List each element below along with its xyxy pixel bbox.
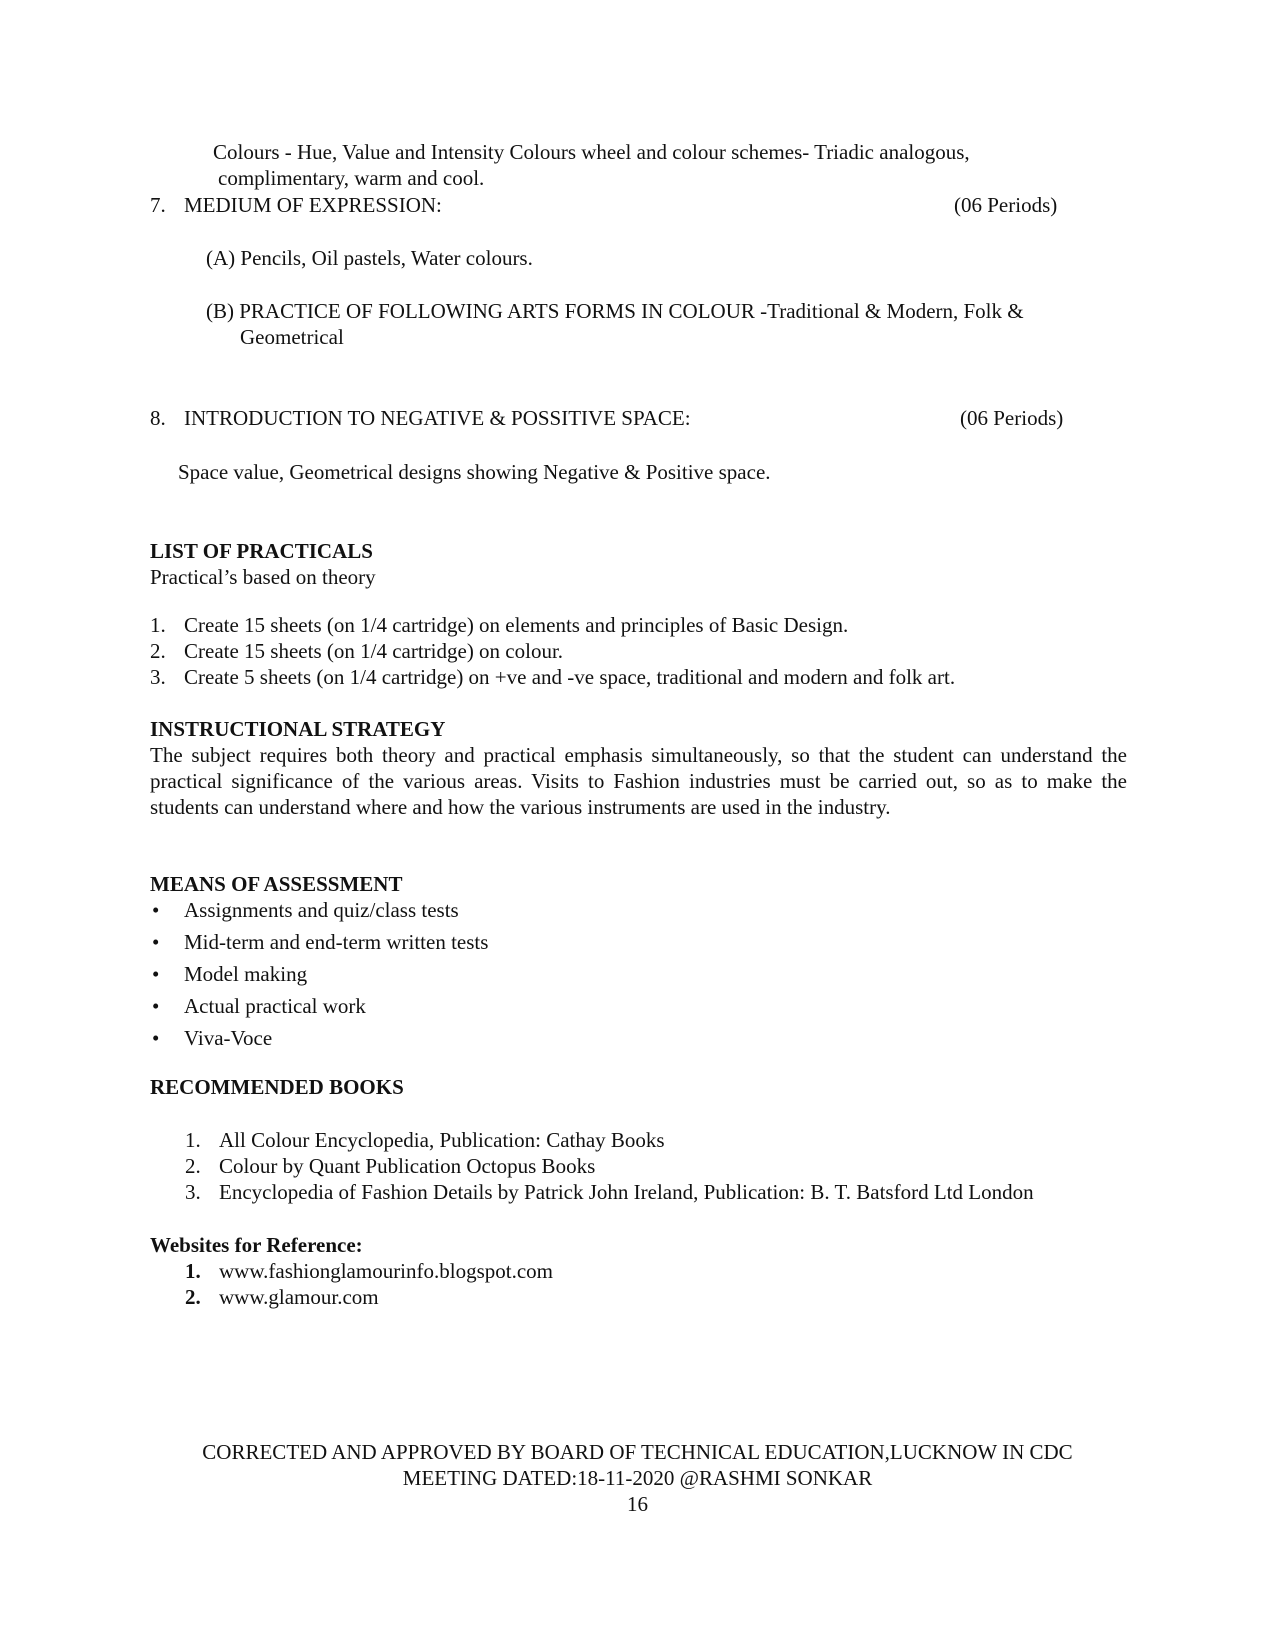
section7-heading (150, 192, 442, 218)
section7-item-b-label: (B) (206, 299, 234, 323)
assessment-item-text: Model making (184, 962, 308, 986)
books-item-text: Colour by Quant Publication Octopus Books (219, 1154, 596, 1178)
section7-item-b-line1: PRACTICE OF FOLLOWING ARTS FORMS IN COLOUR -Traditional & Modern, Folk & (239, 299, 1024, 323)
strategy-heading: INSTRUCTIONAL STRATEGY (150, 717, 446, 741)
books-item-text: All Colour Encyclopedia, Publication: Cathay Books (219, 1128, 665, 1152)
websites-item-link: www.glamour.com (219, 1285, 379, 1309)
practicals-item-3 (150, 664, 955, 690)
section7-item-a (206, 245, 533, 271)
section7-item-b-line2: Geometrical (240, 325, 344, 349)
bullet-icon: • (152, 930, 160, 954)
books-item-number: 1. (185, 1128, 201, 1152)
section8-heading (150, 405, 691, 431)
page-number: 16 (627, 1492, 648, 1516)
practicals-item-1 (150, 612, 848, 638)
assessment-heading: MEANS OF ASSESSMENT (150, 872, 403, 896)
practicals-item-text: Create 5 sheets (on 1/4 cartridge) on +ve and -ve space, traditional and modern and folk art. (184, 665, 956, 689)
practicals-heading: LIST OF PRACTICALS (150, 539, 373, 563)
websites-heading: Websites for Reference: (150, 1233, 363, 1257)
section7-title: MEDIUM OF EXPRESSION: (184, 193, 442, 217)
websites-item-1 (185, 1258, 553, 1284)
bullet-icon: • (152, 898, 160, 922)
practicals-item-number: 3. (150, 665, 166, 689)
books-item-2 (185, 1153, 595, 1179)
section8-description: Space value, Geometrical designs showing Negative & Positive space. (178, 460, 771, 484)
books-item-text: Encyclopedia of Fashion Details by Patrick John Ireland, Publication: B. T. Batsford Ltd London (219, 1180, 1034, 1204)
websites-item-number: 2. (185, 1285, 201, 1309)
section7-item-a-label: (A) (206, 246, 236, 270)
assessment-item-text: Mid-term and end-term written tests (184, 930, 489, 954)
footer-approval-line2: MEETING DATED:18-11-2020 @RASHMI SONKAR (402, 1466, 873, 1490)
bullet-icon: • (152, 994, 160, 1018)
assessment-item-text: Assignments and quiz/class tests (184, 898, 459, 922)
section8-number: 8. (150, 406, 166, 430)
section7-periods: (06 Periods) (954, 193, 1058, 217)
websites-item-link: www.fashionglamourinfo.blogspot.com (219, 1259, 554, 1283)
footer-approval-line1: CORRECTED AND APPROVED BY BOARD OF TECHNICAL EDUCATION,LUCKNOW IN CDC (202, 1440, 1073, 1464)
practicals-item-text: Create 15 sheets (on 1/4 cartridge) on colour. (184, 639, 564, 663)
books-item-1 (185, 1127, 665, 1153)
assessment-item-text: Viva-Voce (184, 1026, 273, 1050)
strategy-body: The subject requires both theory and practical emphasis simultaneously, so that the student can understand the practical significance of the various areas. Visits to Fashion industries must be carried out, so as to make the students can understand where and how the various instruments are used in the industry. (150, 743, 1127, 819)
colours-text-line1: Colours - Hue, Value and Intensity Colours wheel and colour schemes- Triadic analogous, (213, 140, 970, 164)
practicals-item-text: Create 15 sheets (on 1/4 cartridge) on elements and principles of Basic Design. (184, 613, 849, 637)
practicals-item-2 (150, 638, 563, 664)
colours-text-line2: complimentary, warm and cool. (218, 166, 485, 190)
section7-item-a-text: Pencils, Oil pastels, Water colours. (240, 246, 533, 270)
books-heading: RECOMMENDED BOOKS (150, 1075, 404, 1099)
assessment-item-text: Actual practical work (184, 994, 366, 1018)
practicals-item-number: 2. (150, 639, 166, 663)
bullet-icon: • (152, 962, 160, 986)
books-item-number: 2. (185, 1154, 201, 1178)
books-item-number: 3. (185, 1180, 201, 1204)
books-item-3 (185, 1179, 1034, 1205)
websites-item-number: 1. (185, 1259, 201, 1283)
practicals-intro: Practical’s based on theory (150, 565, 376, 589)
section7-number: 7. (150, 193, 166, 217)
section7-item-b (206, 298, 1024, 324)
practicals-item-number: 1. (150, 613, 166, 637)
section8-title: INTRODUCTION TO NEGATIVE & POSSITIVE SPACE: (184, 406, 691, 430)
websites-item-2 (185, 1284, 379, 1310)
bullet-icon: • (152, 1026, 160, 1050)
section8-periods: (06 Periods) (960, 406, 1064, 430)
